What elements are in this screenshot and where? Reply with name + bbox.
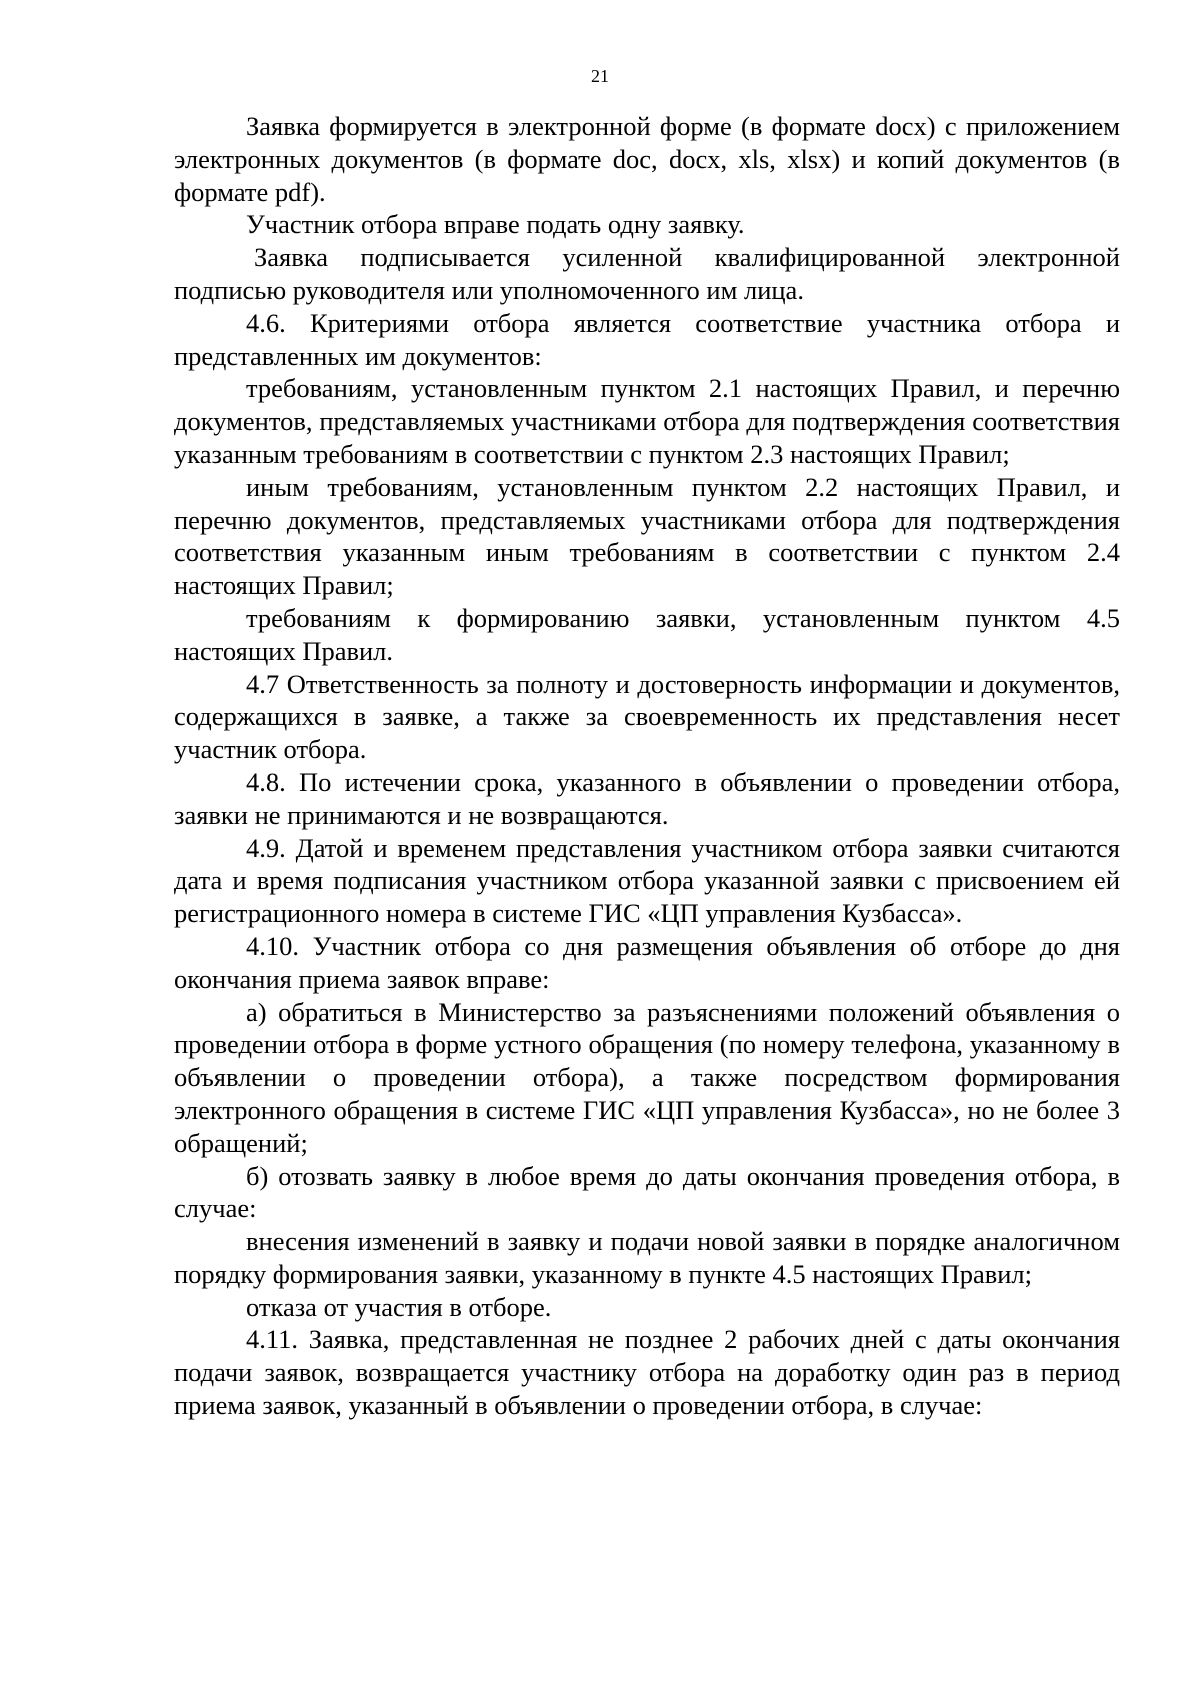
paragraph-4-6-requirements-2-1: требованиям, установленным пунктом 2.1 настоящих Правил, и перечню документов, представляемых участниками отбора для подтверждения соответствия указанным требованиям в соответствии с пунктом 2.3 настоящих Правил; bbox=[174, 373, 1120, 469]
paragraph-4-7: 4.7 Ответственность за полноту и достоверность информации и документов, содержащихся в заявке, а также за своевременность их представления несет участник отбора. bbox=[174, 668, 1120, 765]
paragraph-4-10-b-changes: внесения изменений в заявку и подачи новой заявки в порядке аналогичном порядку формирования заявки, указанному в пункте 4.5 настоящих Правил; bbox=[174, 1226, 1120, 1289]
paragraph-4-9: 4.9. Датой и временем представления участником отбора заявки считаются дата и время подписания участником отбора указанной заявки с присвоением ей регистрационного номера в системе ГИС «ЦП управления Кузбасса». bbox=[174, 832, 1120, 929]
paragraph-signature: Заявка подписывается усиленной квалифицированной электронной подписью руководителя или уполномоченного им лица. bbox=[174, 242, 1120, 305]
paragraph-4-10-b-refusal: отказа от участия в отборе. bbox=[246, 1291, 552, 1322]
document-body bbox=[174, 110, 1120, 1422]
page-number: 21 bbox=[591, 66, 609, 86]
paragraph-application-format: Заявка формируется в электронной форме (в формате docx) с приложением электронных документов (в формате doc, docx, xls, xlsx) и копий документов (в формате pdf). bbox=[174, 111, 1120, 207]
paragraph-one-application: Участник отбора вправе подать одну заявку. bbox=[246, 209, 745, 240]
paragraph-4-10-a: а) обратиться в Министерство за разъяснениями положений объявления о проведении отбора в форме устного обращения (по номеру телефона, указанному в объявлении о проведении отбора), а также посредством формирования электронного обращения в системе ГИС «ЦП управления Кузбасса», но не более 3 обращений; bbox=[174, 996, 1120, 1158]
paragraph-4-6-requirements-2-2: иным требованиям, установленным пунктом 2.2 настоящих Правил, и перечню документов, представляемых участниками отбора для подтверждения соответствия указанным иным требованиям в соответствии с пунктом 2.4 настоящих Правил; bbox=[174, 471, 1120, 601]
paragraph-4-6-requirements-4-5: требованиям к формированию заявки, установленным пунктом 4.5 настоящих Правил. bbox=[174, 602, 1120, 666]
paragraph-4-10-b: б) отозвать заявку в любое время до даты окончания проведения отбора, в случае: bbox=[174, 1160, 1120, 1224]
paragraph-4-11: 4.11. Заявка, представленная не позднее 2 рабочих дней с даты окончания подачи заявок, возвращается участнику отбора на доработку один раз в период приема заявок, указанный в объявлении о проведении отбора, в случае: bbox=[174, 1324, 1120, 1421]
paragraph-4-10: 4.10. Участник отбора со дня размещения объявления об отборе до дня окончания приема заявок вправе: bbox=[174, 930, 1120, 994]
paragraph-4-6: 4.6. Критериями отбора является соответствие участника отбора и представленных им документов: bbox=[174, 307, 1120, 371]
paragraph-4-8: 4.8. По истечении срока, указанного в объявлении о проведении отбора, заявки не принимаются и не возвращаются. bbox=[174, 766, 1120, 830]
